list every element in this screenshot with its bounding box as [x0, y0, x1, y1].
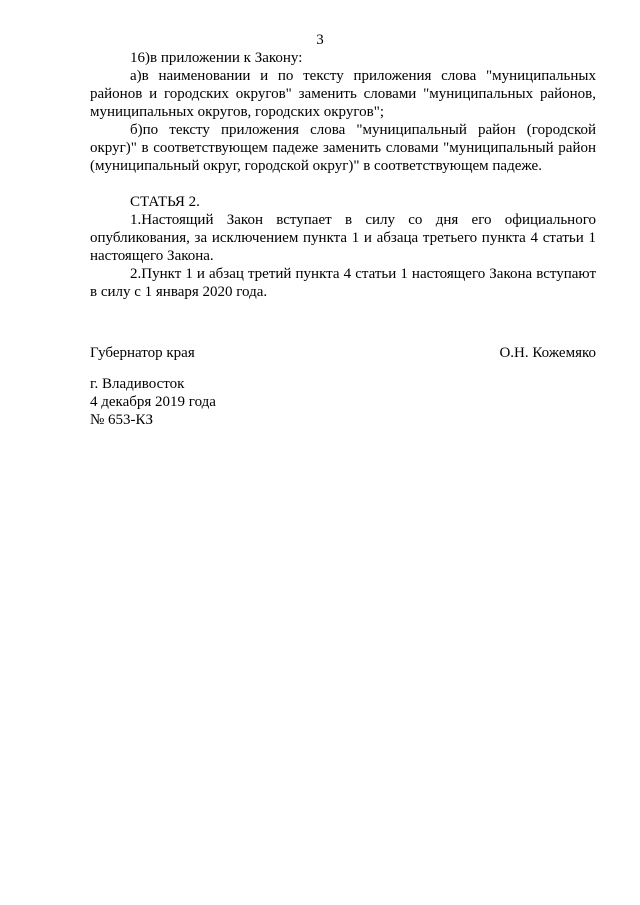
- amendment-subitem-a: а)в наименовании и по тексту приложения слова "муниципальных районов и городских округов" заменить словами "муниципальных районов, муниципальных округов, городских округов";: [90, 68, 596, 120]
- footer-city: г. Владивосток: [90, 376, 185, 392]
- signatory-title: Губернатор края: [90, 345, 195, 361]
- document-footer: [90, 375, 390, 429]
- document-body: [90, 49, 596, 301]
- footer-law-number: № 653-КЗ: [90, 412, 154, 428]
- amendment-subitem-b: б)по тексту приложения слова "муниципальный район (городской округ)" в соответствующем падеже заменить словами "муниципальный район (муниципальный округ, городской округ)" в соответствующем падеже.: [90, 122, 596, 174]
- article-2-paragraph-2: 2.Пункт 1 и абзац третий пункта 4 статьи 1 настоящего Закона вступают в силу с 1 января 2020 года.: [90, 266, 596, 300]
- article-2-paragraph-1: 1.Настоящий Закон вступает в силу со дня его официального опубликования, за исключением пункта 1 и абзаца третьего пункта 4 статьи 1 настоящего Закона.: [90, 212, 596, 264]
- signature-block: [90, 344, 596, 362]
- signatory-name: О.Н. Кожемяко: [499, 345, 596, 361]
- spacer: [90, 175, 596, 193]
- page-number: 3: [316, 32, 324, 48]
- footer-date: 4 декабря 2019 года: [90, 394, 216, 410]
- article-2-heading: СТАТЬЯ 2.: [130, 194, 200, 210]
- amendment-item-16b: 16)в приложении к Закону:: [130, 50, 303, 66]
